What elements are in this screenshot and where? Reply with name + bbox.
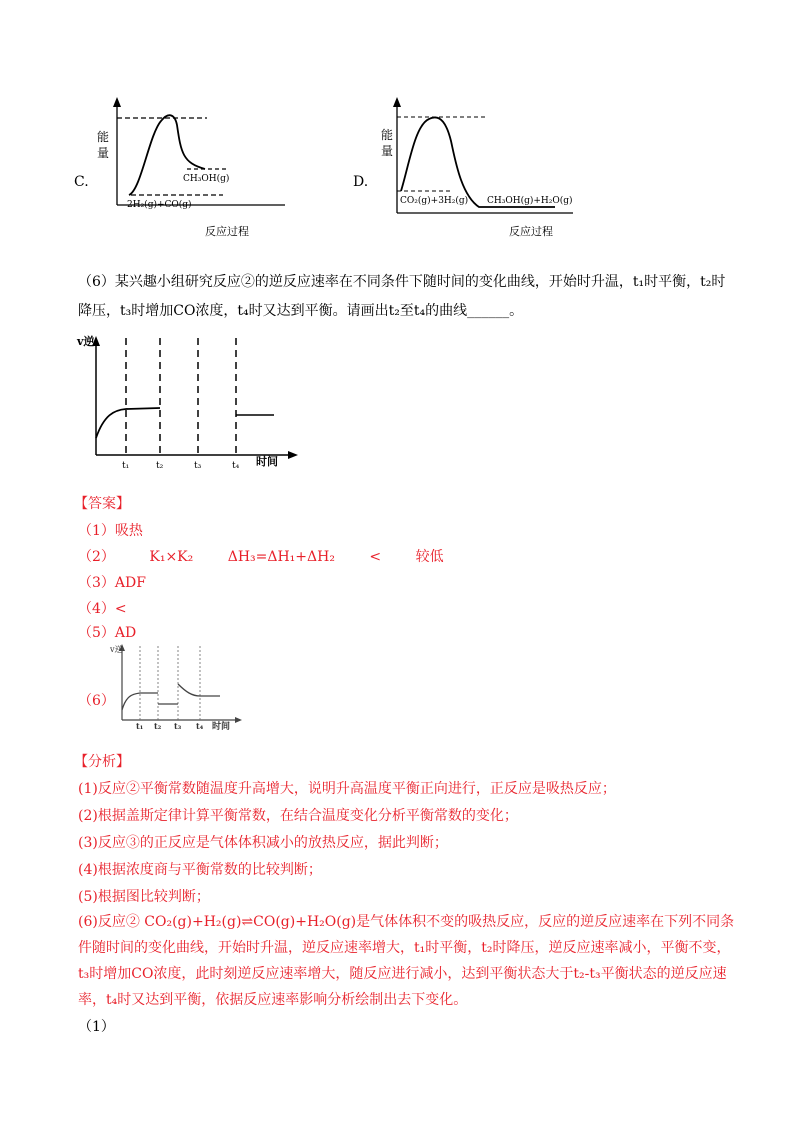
q6-tick-t4: t₄ <box>232 461 240 470</box>
d-y-arrow <box>393 97 401 107</box>
ans-tick-t1: t₁ <box>136 721 144 731</box>
ans-curve-after-co <box>178 684 220 696</box>
answer-2-h: ΔH₃=ΔH₁+ΔH₂ <box>227 549 335 565</box>
c-ylabel-2: 量 <box>97 146 110 160</box>
ans-xlabel: 时间 <box>212 722 231 732</box>
d-ylabel-2: 量 <box>381 144 394 158</box>
analysis-line-3: (3)反应③的正反应是气体体积减小的放热反应，据此判断； <box>78 835 448 851</box>
analysis-heading: 【分析】 <box>74 754 130 770</box>
answer-3: （3）ADF <box>78 575 146 591</box>
d-reactant-label: CO₂(g)+3H₂(g) <box>400 196 469 206</box>
answer-2-row <box>78 546 444 566</box>
option-c-energy-diagram <box>95 95 295 240</box>
c-reactant-label: 2H₂(g)+CO(g) <box>127 200 192 210</box>
c-xlabel: 反应过程 <box>205 225 249 238</box>
q6-tick-t1: t₁ <box>122 461 130 470</box>
answer-heading: 【答案】 <box>74 496 130 512</box>
q6-tick-t3: t₃ <box>194 461 202 470</box>
option-d-energy-diagram <box>375 95 585 240</box>
analysis-line-10: （1） <box>78 1019 115 1035</box>
analysis-line-2: (2)根据盖斯定律计算平衡常数，在结合温度变化分析平衡常数的变化； <box>78 808 518 824</box>
ans-tick-t2: t₂ <box>154 721 162 731</box>
analysis-line-5: (5)根据图比较判断； <box>78 889 210 905</box>
answer-2-lt: < <box>369 549 382 565</box>
ans-tick-t4: t₄ <box>196 721 204 731</box>
ans-tick-t3: t₃ <box>174 721 182 731</box>
d-product-label: CH₃OH(g)+H₂O(g) <box>487 196 573 206</box>
question6-line2: 降压，t₃时增加CO浓度，t₄时又达到平衡。请画出t₂至t₄的曲线______。 <box>78 303 524 319</box>
d-xlabel: 反应过程 <box>509 225 553 238</box>
c-y-arrow <box>113 97 121 107</box>
ans-x-arrow <box>235 717 242 723</box>
analysis-line-8: t₃时增加CO浓度，此时刻逆反应速率增大，随反应进行减小，达到平衡状态大于t₂-t₃平衡状态的逆反应速 <box>78 966 727 982</box>
answer-rate-graph <box>108 640 248 732</box>
q6-ylabel: v逆 <box>77 335 95 348</box>
q6-xlabel: 时间 <box>256 455 278 468</box>
answer-1: （1）吸热 <box>78 523 143 539</box>
answer-5: （5）AD <box>78 625 137 641</box>
question6-line1: （6）某兴趣小组研究反应②的逆反应速率在不同条件下随时间的变化曲线，开始时升温，t₁时平衡，t₂时 <box>78 274 726 290</box>
answer-6: （6） <box>78 693 115 709</box>
answer-2-k: K₁×K₂ <box>149 549 194 565</box>
d-energy-curve <box>401 117 555 207</box>
option-c-letter: C. <box>74 174 89 190</box>
d-ylabel-1: 能 <box>381 128 394 142</box>
analysis-line-9: 率，t₄时又达到平衡，依据反应速率影响分析绘制出去下变化。 <box>78 992 468 1008</box>
c-product-label: CH₃OH(g) <box>183 174 230 184</box>
analysis-line-7: 件随时间的变化曲线，开始时升温，逆反应速率增大，t₁时平衡，t₂时降压，逆反应速率减小，平衡不变， <box>78 940 731 956</box>
question6-rate-graph <box>74 330 304 470</box>
analysis-line-4: (4)根据浓度商与平衡常数的比较判断； <box>78 862 322 878</box>
answer-2-num: （2） <box>78 549 115 565</box>
answer-4: （4）< <box>78 601 127 617</box>
ans-ylabel: v逆 <box>110 645 123 654</box>
q6-tick-t2: t₂ <box>156 461 164 470</box>
q6-curve-initial <box>96 408 160 438</box>
analysis-line-6: (6)反应② CO₂(g)+H₂(g)⇌CO(g)+H₂O(g)是气体体积不变的吸热反应，反应的逆反应速率在下列不同条 <box>78 914 735 930</box>
answer-2-low: 较低 <box>415 549 444 565</box>
analysis-line-1: (1)反应②平衡常数随温度升高增大，说明升高温度平衡正向进行，正反应是吸热反应； <box>78 781 616 797</box>
option-d-letter: D. <box>353 174 369 190</box>
c-ylabel-1: 能 <box>97 130 110 144</box>
q6-x-arrow <box>288 451 298 459</box>
